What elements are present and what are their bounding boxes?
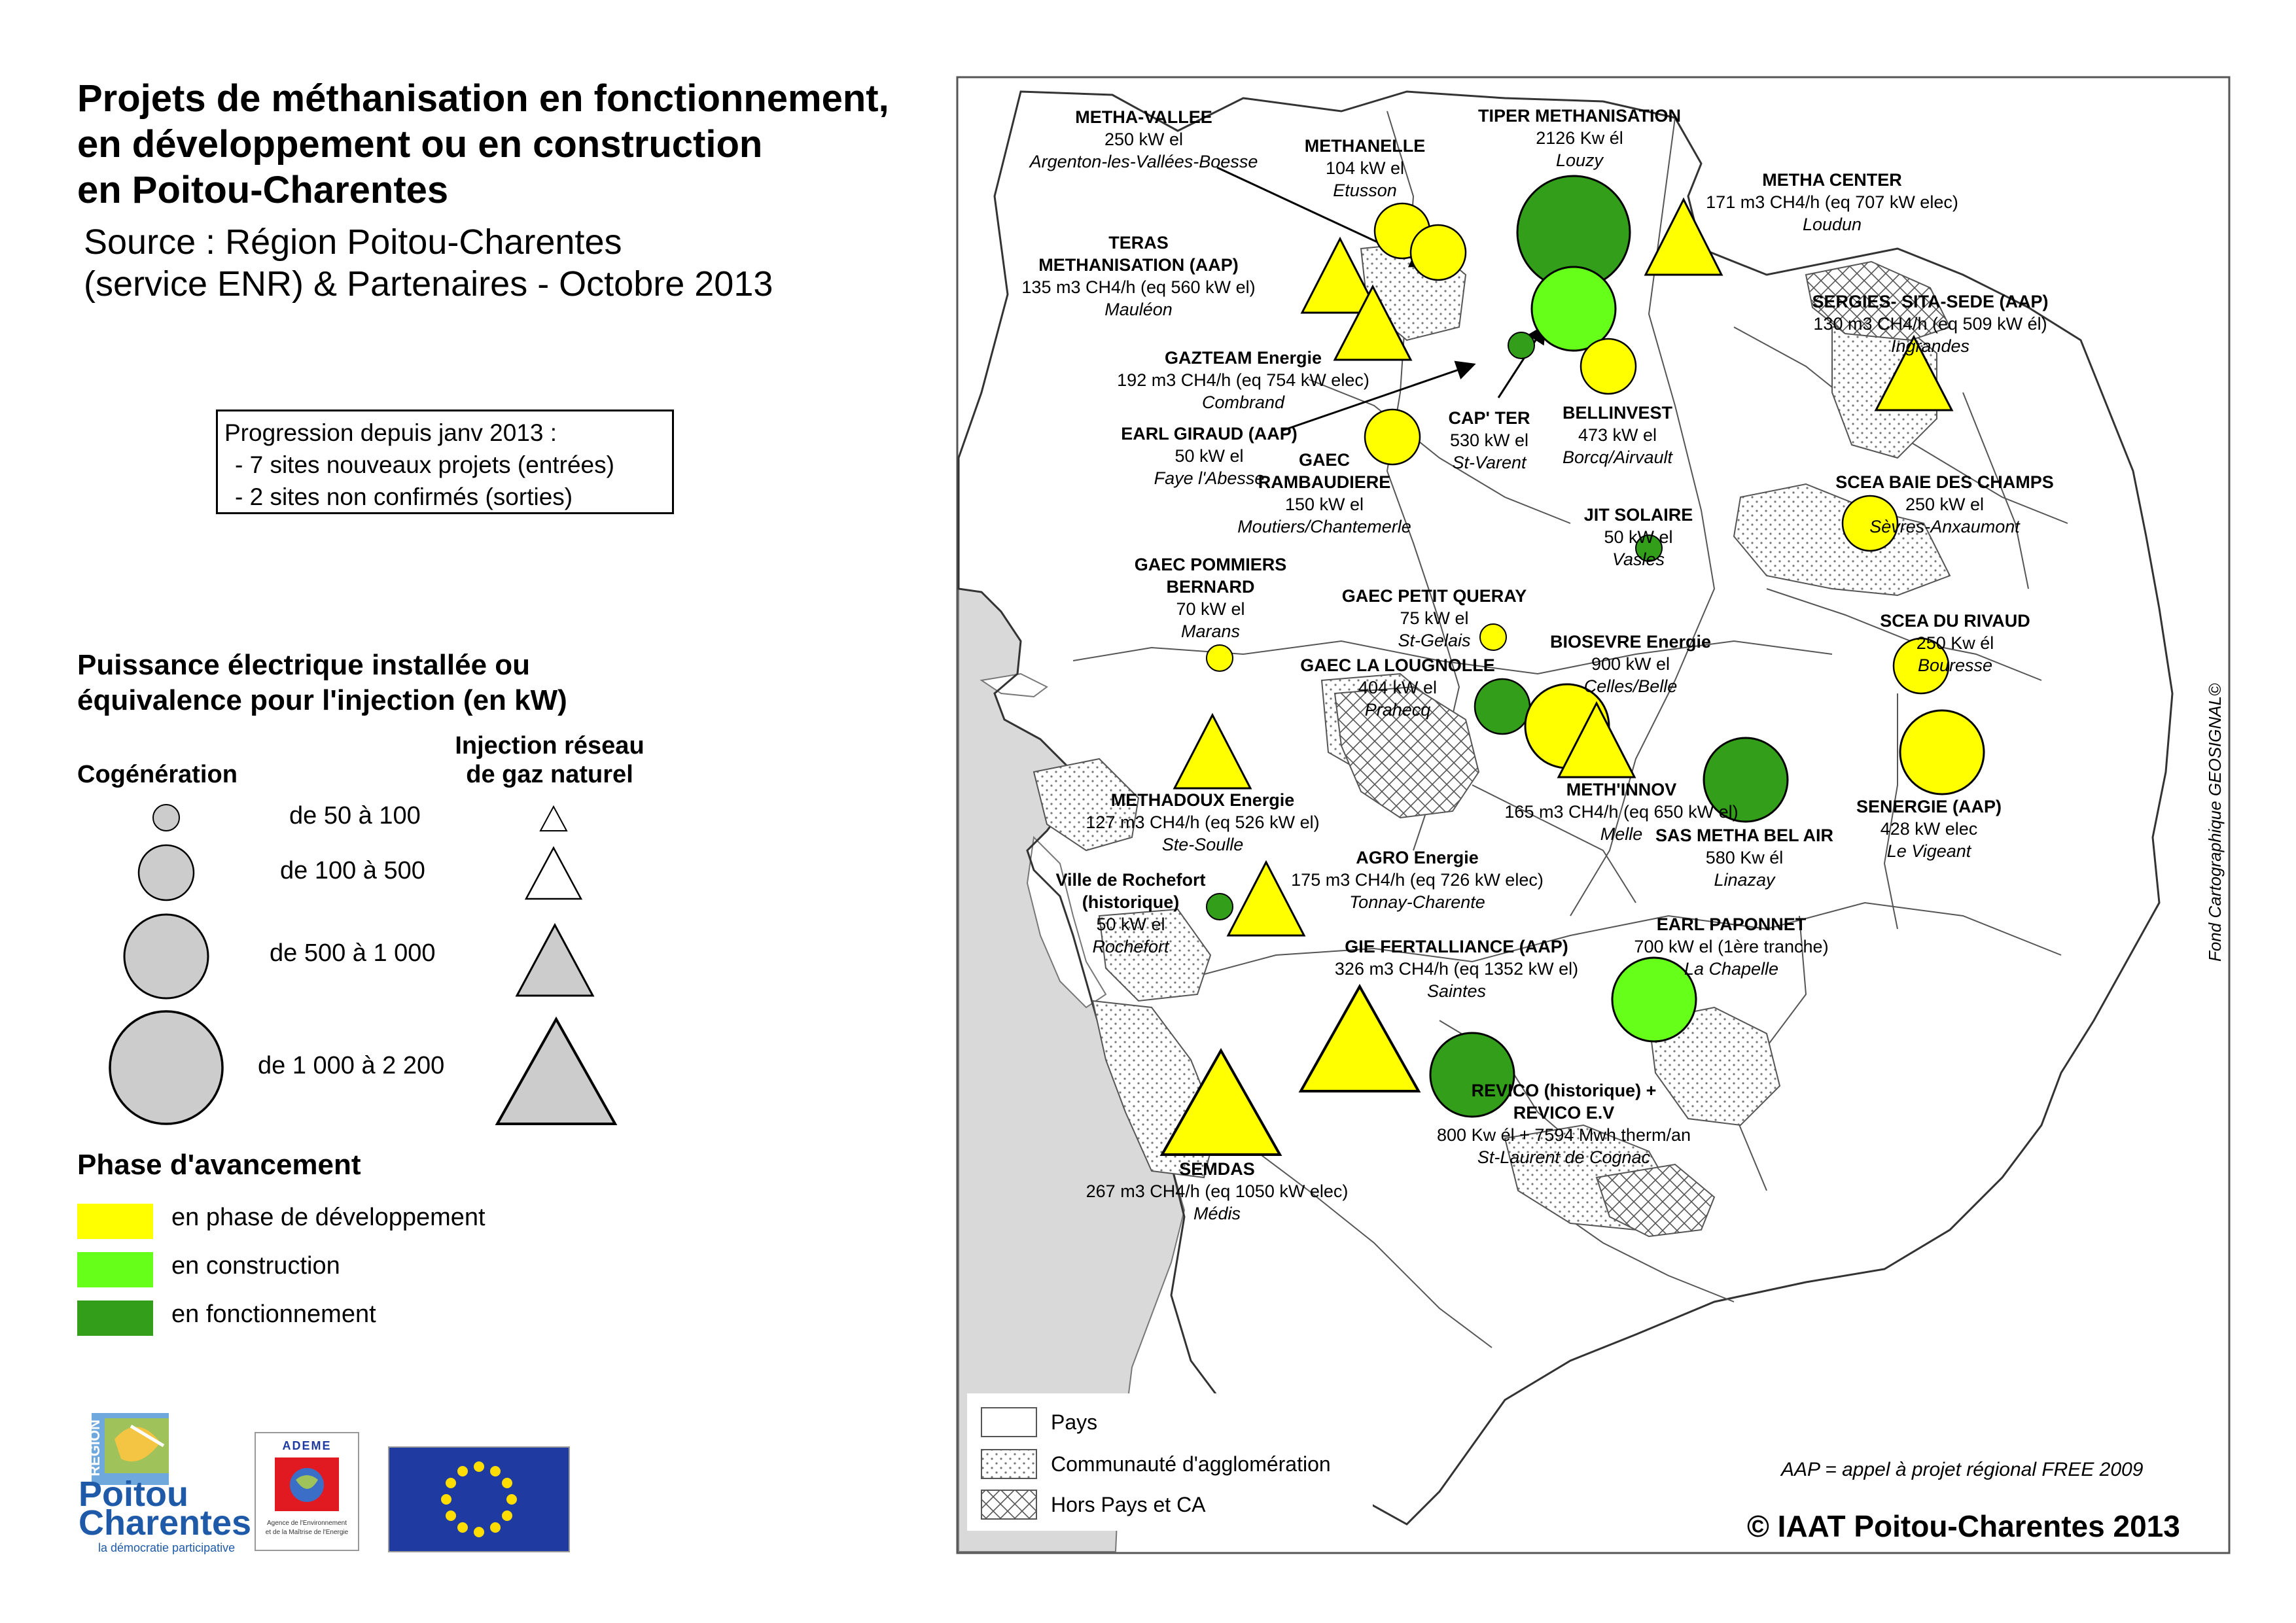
site-marker-rochefort <box>1207 894 1233 920</box>
site-name: AGRO Energie <box>1356 848 1479 867</box>
site-power: 473 kW el <box>1578 425 1657 445</box>
site-place: Ste-Soulle <box>1161 835 1244 854</box>
legend-circle-xlarge-icon <box>110 1011 222 1124</box>
site-place: Borcq/Airvault <box>1562 447 1673 467</box>
site-label <box>1086 789 1319 856</box>
site-place: Saintes <box>1426 981 1487 1001</box>
site-name: SCEA DU RIVAUD <box>1880 611 2030 631</box>
site-label <box>1478 105 1681 171</box>
site-label <box>1550 631 1711 697</box>
site-power: 75 kW el <box>1400 608 1469 628</box>
site-name: REVICO (historique) + <box>1471 1081 1657 1100</box>
site-power: 165 m3 CH4/h (eq 650 kW el) <box>1504 802 1739 822</box>
site-power: 50 kW el <box>1096 915 1165 934</box>
site-name: METHANELLE <box>1304 136 1426 156</box>
size-range-2: de 100 à 500 <box>280 857 425 884</box>
site-place: St-Gelais <box>1398 631 1471 650</box>
phase-label-construction: en construction <box>171 1252 340 1280</box>
power-legend-title-line-2: équivalence pour l'injection (en kW) <box>77 684 567 716</box>
ademe-logo-subtitle-line-2: et de la Maîtrise de l'Energie <box>265 1529 349 1536</box>
site-label <box>1880 610 2030 676</box>
site-power: 171 m3 CH4/h (eq 707 kW elec) <box>1706 192 1958 212</box>
size-legend-symbols <box>110 805 615 1124</box>
site-place: Linazay <box>1714 870 1775 890</box>
site-power: 135 m3 CH4/h (eq 560 kW el) <box>1021 277 1256 297</box>
map-legend-swatch-ca <box>981 1450 1036 1478</box>
site-label <box>1021 232 1255 321</box>
site-label <box>1856 795 2002 862</box>
site-label <box>1086 1158 1349 1225</box>
site-place: Médis <box>1193 1204 1241 1223</box>
map-legend-label-pays: Pays <box>1051 1410 1098 1434</box>
cogeneration-header: Cogénération <box>77 761 238 788</box>
site-power: 530 kW el <box>1449 430 1529 450</box>
region-logo-tagline: la démocratie participative <box>98 1541 236 1554</box>
legend-circle-large-icon <box>124 915 208 998</box>
site-name: GAZTEAM Energie <box>1164 348 1322 368</box>
site-name: REVICO E.V <box>1513 1103 1615 1123</box>
site-label <box>1655 824 1833 891</box>
site-name: BELLINVEST <box>1562 403 1673 423</box>
ademe-logo-subtitle-line-1: Agence de l'Environnement <box>267 1520 347 1527</box>
site-name: CAP' TER <box>1448 408 1530 428</box>
site-power: 250 kW el <box>1104 130 1184 149</box>
legend-triangle-xlarge-icon <box>497 1019 615 1124</box>
site-power: 580 Kw él <box>1705 848 1784 867</box>
site-label <box>1335 935 1578 1002</box>
site-power: 404 kW el <box>1358 678 1438 697</box>
site-name: SAS METHA BEL AIR <box>1655 826 1834 845</box>
site-label <box>1055 869 1205 958</box>
site-name: GAEC PETIT QUERAY <box>1341 586 1527 606</box>
site-power: 50 kW el <box>1604 527 1673 547</box>
site-place: Louzy <box>1555 150 1604 170</box>
site-place: Bouresse <box>1917 655 1993 675</box>
phase-label-operation: en fonctionnement <box>171 1300 376 1328</box>
site-label <box>1305 135 1426 201</box>
site-place: Mauléon <box>1104 300 1173 319</box>
site-name: EARL GIRAUD (AAP) <box>1121 424 1298 444</box>
map-legend-swatch-pays <box>981 1408 1036 1437</box>
site-power: 175 m3 CH4/h (eq 726 kW elec) <box>1291 870 1544 890</box>
site-name: BIOSEVRE Energie <box>1549 632 1712 652</box>
site-name: METHA-VALLEE <box>1075 107 1212 127</box>
site-name: SENERGIE (AAP) <box>1856 797 2002 816</box>
site-power: 150 kW el <box>1284 495 1364 514</box>
map-title-line-3: en Poitou-Charentes <box>77 169 449 211</box>
site-place: Melle <box>1600 824 1643 844</box>
legend-circle-small-icon <box>153 805 179 831</box>
site-power: 130 m3 CH4/h (eq 509 kW él) <box>1813 314 2047 334</box>
site-place: La Chapelle <box>1684 959 1779 979</box>
legend-triangle-large-icon <box>517 925 593 996</box>
site-place: St-Laurent de Cognac <box>1477 1147 1651 1167</box>
site-place: Etusson <box>1333 181 1397 200</box>
site-label <box>1300 654 1495 721</box>
site-marker-cap-ter <box>1532 267 1616 351</box>
site-name: GAEC LA LOUGNOLLE <box>1300 655 1495 675</box>
site-label <box>1449 407 1530 474</box>
site-name: METHADOUX Energie <box>1110 790 1295 810</box>
site-power: 250 kW el <box>1905 495 1985 514</box>
site-power: 127 m3 CH4/h (eq 526 kW el) <box>1086 812 1320 832</box>
map-source-line-1: Source : Région Poitou-Charentes <box>84 222 622 262</box>
site-place: Moutiers/Chantemerle <box>1237 517 1411 536</box>
map-legend-label-hors-pays: Hors Pays et CA <box>1051 1493 1206 1516</box>
site-power: 326 m3 CH4/h (eq 1352 kW el) <box>1334 959 1579 979</box>
site-label <box>1437 1079 1691 1168</box>
site-label <box>1291 846 1544 913</box>
site-label <box>1030 106 1258 173</box>
site-place: Rochefort <box>1092 937 1169 956</box>
site-name: TERAS <box>1108 233 1169 253</box>
site-marker-earl-giraud <box>1508 332 1534 358</box>
progress-title: Progression depuis janv 2013 : <box>224 419 557 446</box>
site-name: TIPER METHANISATION <box>1478 106 1681 126</box>
size-range-1: de 50 à 100 <box>289 802 421 829</box>
region-logo-name-line-1: Poitou <box>79 1475 188 1514</box>
site-name: METH'INNOV <box>1566 780 1677 799</box>
site-name: METHA CENTER <box>1762 170 1902 190</box>
site-marker-bellinvest <box>1581 339 1636 394</box>
size-range-4: de 1 000 à 2 200 <box>258 1052 445 1079</box>
legend-triangle-small-icon <box>540 807 567 831</box>
cartography-credit: Fond Cartographique GEOSIGNAL© <box>2205 683 2225 962</box>
site-place: Celles/Belle <box>1583 676 1678 696</box>
site-place: Faye l'Abesse <box>1154 468 1265 488</box>
region-logo-top-text: RÉGION <box>86 1420 103 1476</box>
site-name: SCEA BAIE DES CHAMPS <box>1835 472 2054 492</box>
site-name: GAEC <box>1298 450 1350 470</box>
region-logo-name <box>79 1475 252 1543</box>
site-name: SEMDAS <box>1179 1159 1255 1179</box>
site-label <box>1634 913 1828 980</box>
site-label <box>1563 402 1672 468</box>
injection-header-line-1: Injection réseau <box>455 732 645 759</box>
site-power: 50 kW el <box>1174 446 1244 466</box>
site-power: 428 kW elec <box>1880 819 1978 839</box>
site-place: Tonnay-Charente <box>1349 892 1485 912</box>
copyright: © IAAT Poitou-Charentes 2013 <box>1747 1509 2180 1543</box>
site-place: Le Vigeant <box>1886 841 1971 861</box>
site-name: BERNARD <box>1166 577 1255 597</box>
site-label <box>1342 585 1527 652</box>
site-name: Ville de Rochefort <box>1055 870 1206 890</box>
site-label <box>1237 449 1411 538</box>
site-power: 70 kW el <box>1176 599 1245 619</box>
site-marker-methanelle <box>1411 225 1466 280</box>
progress-item-removed: - 2 sites non confirmés (sorties) <box>235 483 573 510</box>
site-label <box>1117 347 1369 413</box>
site-power: 800 Kw él + 7594 Mwh therm/an <box>1437 1125 1691 1145</box>
progress-item-new: - 7 sites nouveaux projets (entrées) <box>235 451 614 478</box>
ademe-logo-name: ADEME <box>282 1439 332 1452</box>
site-power: 250 Kw él <box>1916 633 1994 653</box>
site-label <box>1812 290 2048 357</box>
phase-legend-title: Phase d'avancement <box>77 1149 361 1181</box>
site-place: Marans <box>1180 621 1241 641</box>
ademe-logo-subtitle <box>256 1519 357 1537</box>
logo-european-union <box>389 1447 569 1552</box>
map-title-line-2: en développement ou en construction <box>77 123 763 166</box>
site-place: Sèvres-Anxaumont <box>1869 517 2020 536</box>
size-range-3: de 500 à 1 000 <box>270 939 436 967</box>
site-label <box>1835 471 2054 538</box>
map-source-line-2: (service ENR) & Partenaires - Octobre 2013 <box>84 264 773 304</box>
site-place: Prahecq <box>1364 700 1431 720</box>
site-name: GIE FERTALLIANCE (AAP) <box>1345 937 1568 956</box>
site-power: 2126 Kw él <box>1536 128 1623 148</box>
phase-label-development: en phase de développement <box>171 1204 486 1231</box>
site-place: Loudun <box>1802 215 1862 234</box>
site-power: 267 m3 CH4/h (eq 1050 kW elec) <box>1086 1181 1349 1201</box>
site-name: EARL PAPONNET <box>1656 915 1807 934</box>
site-label <box>1706 169 1958 236</box>
aap-note: AAP = appel à projet régional FREE 2009 <box>1781 1459 2144 1480</box>
site-power: 700 kW el (1ère tranche) <box>1634 937 1829 956</box>
site-name: SERGIES- SITA-SEDE (AAP) <box>1812 292 2049 311</box>
site-name: GAEC POMMIERS <box>1134 555 1287 574</box>
legend-triangle-medium-icon <box>526 848 581 899</box>
site-place: Argenton-les-Vallées-Boesse <box>1029 152 1258 171</box>
site-power: 900 kW el <box>1591 654 1670 674</box>
map-legend-label-ca: Communauté d'agglomération <box>1051 1452 1331 1476</box>
site-name: (historique) <box>1082 892 1180 912</box>
region-logo-name-line-2: Charentes <box>79 1503 252 1543</box>
site-marker-pommiers-bernard <box>1207 645 1233 671</box>
site-name: RAMBAUDIERE <box>1258 472 1391 492</box>
site-place: St-Varent <box>1452 453 1527 472</box>
site-place: Ingrandes <box>1890 336 1970 356</box>
legend-circle-medium-icon <box>139 845 194 900</box>
site-name: METHANISATION (AAP) <box>1038 255 1239 275</box>
site-power: 104 kW el <box>1325 158 1405 178</box>
site-name: JIT SOLAIRE <box>1583 505 1693 525</box>
site-power: 192 m3 CH4/h (eq 754 kW elec) <box>1117 370 1369 390</box>
site-label <box>1584 504 1693 570</box>
power-legend-title-line-1: Puissance électrique installée ou <box>77 649 531 681</box>
site-label <box>1135 553 1287 642</box>
map-legend-swatch-hors-pays <box>981 1490 1036 1519</box>
site-marker-senergie <box>1900 710 1984 794</box>
site-place: Combrand <box>1201 393 1285 412</box>
injection-header-line-2: de gaz naturel <box>466 761 633 788</box>
site-place: Vasles <box>1612 550 1665 569</box>
map-title-line-1: Projets de méthanisation en fonctionnement, <box>77 77 889 120</box>
